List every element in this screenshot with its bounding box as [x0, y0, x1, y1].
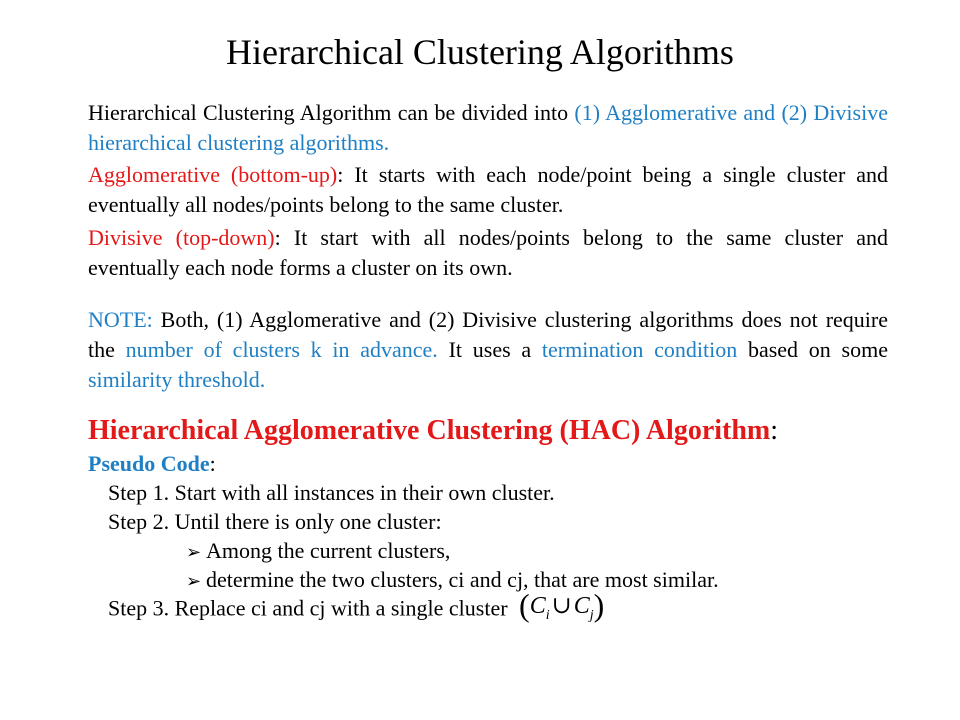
step-2: Step 2. Until there is only one cluster: [108, 509, 442, 534]
note-paragraph [88, 305, 888, 395]
note-text-c: based on some [737, 337, 888, 362]
hac-heading-text: Hierarchical Agglomerative Clustering (HAC) Algorithm [88, 415, 771, 446]
hac-heading-colon: : [770, 415, 779, 446]
note-label: NOTE: [88, 307, 153, 332]
note-highlight-c: similarity threshold. [88, 367, 266, 392]
note-text-b: It uses a [437, 337, 542, 362]
intro-text: Hierarchical Clustering Algorithm can be divided into [88, 100, 575, 125]
bullet-1 [186, 536, 450, 568]
union-formula [519, 587, 605, 631]
agglomerative-label: Agglomerative (bottom-up) [88, 162, 338, 187]
bullet-1-text: Among the current clusters, [206, 538, 451, 563]
note-text-a: Both, (1) Agglomerative and (2) Divisive clustering algorithms does not require the [88, 307, 888, 362]
bullet-2-text: determine the two clusters, ci and cj, that are most similar. [206, 567, 719, 592]
divisive-text: It start with all nodes/points belong to the same cluster and eventually each node forms a cluster on its own. [88, 225, 888, 280]
formula-close-paren: ) [593, 587, 605, 623]
divisive-colon: : [274, 225, 281, 250]
agglomerative-paragraph [88, 160, 888, 220]
pseudo-code-colon: : [209, 451, 216, 476]
formula-c1: C [529, 593, 546, 619]
formula-sub2: j [589, 607, 594, 623]
arrow-bullet-icon: ➢ [186, 542, 202, 563]
slide-title: Hierarchical Clustering Algorithms [226, 32, 734, 72]
intro-highlight: (1) Agglomerative and (2) Divisive hierarchical clustering algorithms. [88, 100, 888, 155]
step-1: Step 1. Start with all instances in their own cluster. [108, 480, 555, 505]
note-highlight-a: number of clusters k in advance. [125, 337, 438, 362]
formula-sub1: i [545, 607, 550, 623]
arrow-bullet-icon: ➢ [186, 571, 202, 592]
intro-paragraph [88, 98, 888, 158]
step-3 [108, 587, 605, 631]
formula-c2: C [573, 593, 590, 619]
formula-union: ∪ [551, 591, 572, 619]
note-highlight-b: termination condition [541, 337, 738, 362]
agglomerative-colon: : [337, 162, 344, 187]
divisive-paragraph [88, 223, 888, 283]
agglomerative-text: It starts with each node/point being a single cluster and eventually all nodes/points belong to the same cluster. [88, 162, 889, 217]
hac-heading [88, 414, 778, 448]
formula-open-paren: ( [519, 587, 530, 623]
pseudo-code-label [88, 449, 216, 479]
divisive-label: Divisive (top-down) [88, 225, 275, 250]
step-3-text: Step 3. Replace ci and cj with a single cluster [108, 595, 508, 621]
pseudo-code-text: Pseudo Code [88, 451, 210, 476]
